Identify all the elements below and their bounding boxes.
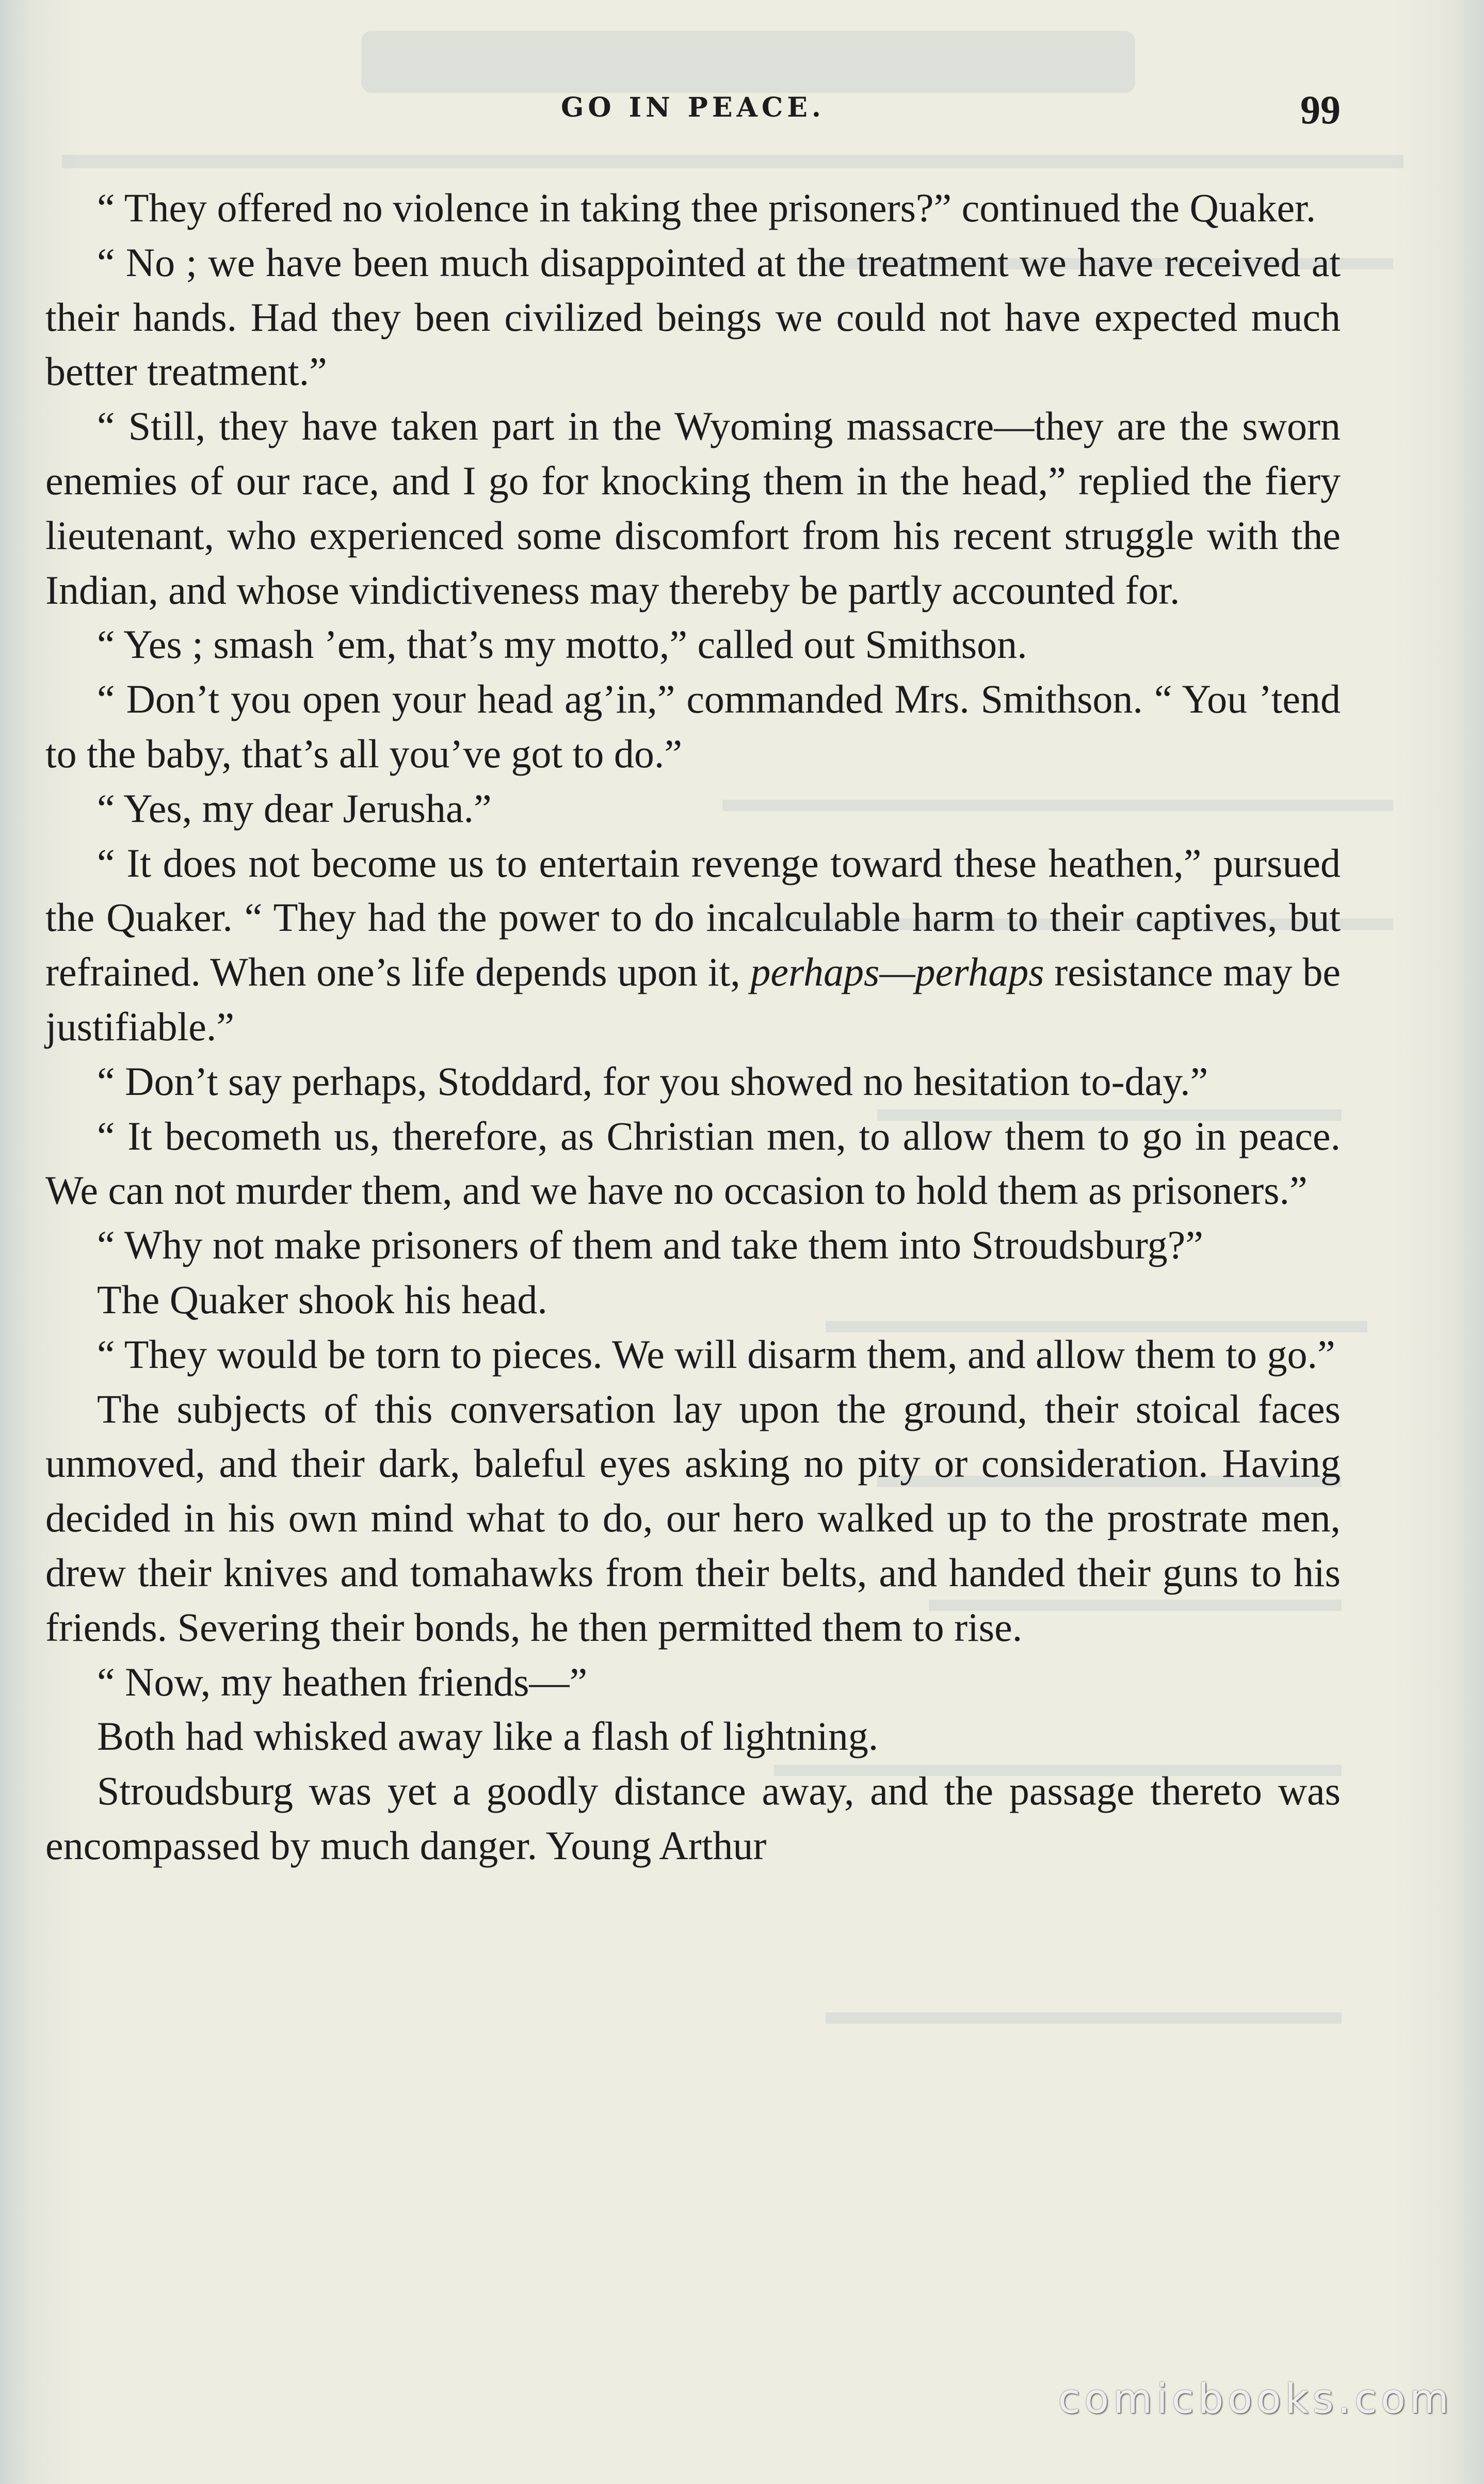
paragraph: “ They offered no violence in taking thee prisoners?” continued the Quaker.: [97, 185, 1316, 230]
emphasis-text: perhaps—perhaps: [750, 949, 1044, 995]
paragraph: “ Now, my heathen friends—”: [97, 1659, 588, 1704]
paragraph: The Quaker shook his head.: [97, 1277, 547, 1322]
paragraph-text: “ It does not become us to entertain revenge toward these heathen,” pursued the Quaker. “ They had the power to do incalculable harm to their captives, but refrained. When one’s life depends upon it,: [45, 840, 1341, 995]
paragraph: “ Yes, my dear Jerusha.”: [97, 785, 492, 831]
paragraph: “ Still, they have taken part in the Wyoming massacre—they are the sworn enemies of our race, and I go for knocking them in the head,” replied the fiery lieutenant, who experienced some discomfort from his recent struggle with the Indian, and whose vindictiveness may thereby be partly accounted for.: [45, 404, 1341, 612]
running-title: GO IN PEACE.: [561, 92, 825, 123]
page-header: [45, 87, 1341, 143]
paragraph: “ Don’t say perhaps, Stoddard, for you showed no hesitation to-day.”: [97, 1058, 1208, 1104]
paragraph: Stroudsburg was yet a goodly distance away, and the passage thereto was encompassed by much danger. Young Arthur: [45, 1768, 1341, 1868]
paragraph: “ No ; we have been much disappointed at the treatment we have received at their hands. Had they been civilized beings we could not have expected much better treatment.”: [45, 239, 1341, 394]
watermark-text: comicbooks.com: [1058, 2376, 1453, 2423]
paragraph-text: resistance may be justifiable.”: [45, 949, 1341, 1049]
body-text: [45, 181, 1341, 1873]
paragraph: “ It becometh us, therefore, as Christian men, to allow them to go in peace. We can not murder them, and we have no occasion to hold them as prisoners.”: [45, 1113, 1341, 1213]
paragraph: “ Why not make prisoners of them and take them into Stroudsburg?”: [97, 1222, 1203, 1268]
paragraph: “ They would be torn to pieces. We will disarm them, and allow them to go.”: [97, 1331, 1335, 1377]
paragraph: The subjects of this conversation lay upon the ground, their stoical faces unmoved, and their dark, baleful eyes asking no pity or consideration. Having decided in his own mind what to do, our hero walked up to the prostrate men, drew their knives and tomahawks from their belts, and handed their guns to his friends. Severing their bonds, he then permitted them to rise.: [45, 1386, 1341, 1650]
paragraph: Both had whisked away like a flash of lightning.: [97, 1714, 879, 1759]
paragraph: [45, 836, 1341, 1054]
paragraph: “ Don’t you open your head ag’in,” commanded Mrs. Smithson. “ You ’tend to the baby, that’s all you’ve got to do.”: [45, 676, 1341, 776]
page-number: 99: [1300, 87, 1341, 132]
paragraph: “ Yes ; smash ’em, that’s my motto,” called out Smithson.: [97, 622, 1027, 667]
